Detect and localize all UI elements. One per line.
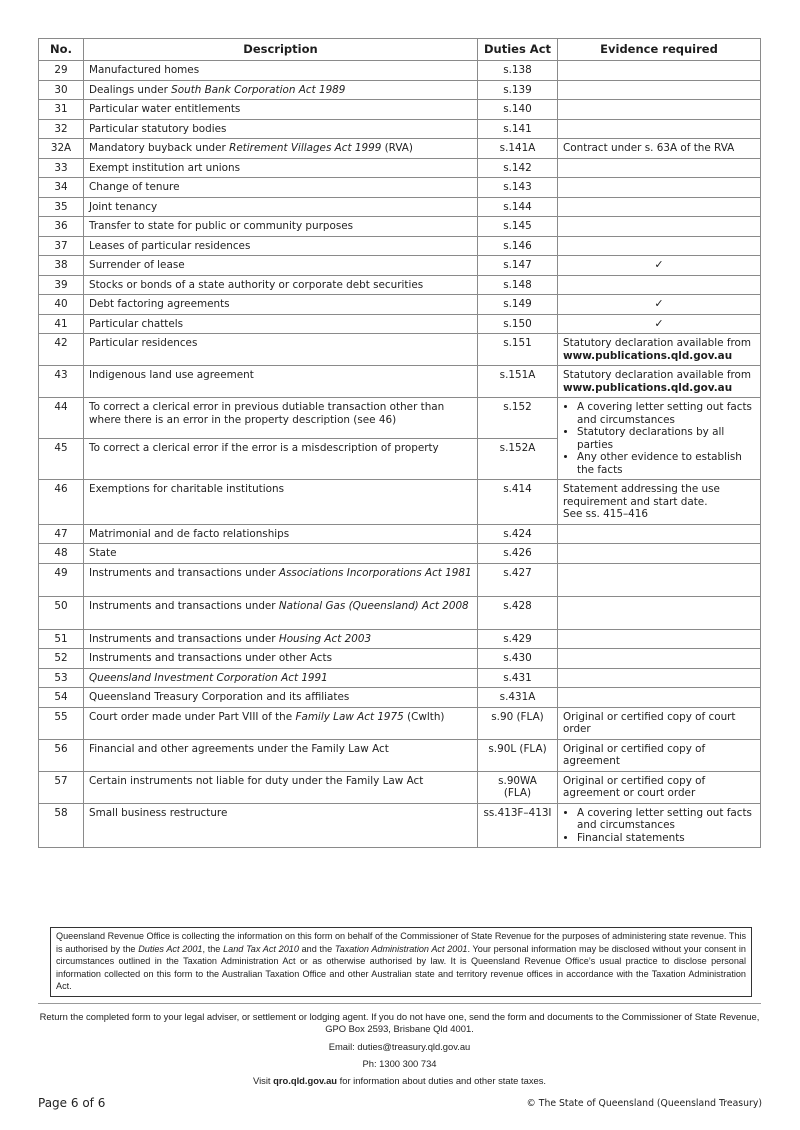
list-item: • A covering letter setting out facts and circumstances	[577, 807, 755, 832]
row-evidence	[558, 314, 761, 334]
row-number: 53	[39, 668, 84, 688]
row-description	[84, 707, 478, 739]
row-evidence	[558, 100, 761, 120]
header-duties-act: Duties Act	[478, 39, 558, 61]
row-number: 54	[39, 688, 84, 708]
description-text: Instruments and transactions under	[89, 566, 279, 579]
privacy-notice	[50, 927, 752, 997]
row-section: s.90L (FLA)	[478, 739, 558, 771]
table-row	[39, 197, 761, 217]
row-description: Particular chattels	[84, 314, 478, 334]
row-evidence	[558, 178, 761, 198]
row-description: Exemptions for charitable institutions	[84, 480, 478, 525]
checkmark-icon: ✓	[654, 297, 664, 310]
table-row	[39, 563, 761, 596]
row-description: Leases of particular residences	[84, 236, 478, 256]
privacy-text: and the	[298, 943, 335, 954]
list-item: • Financial statements	[577, 832, 755, 845]
table-row	[39, 275, 761, 295]
description-text: Court order made under Part VIII of the	[89, 710, 296, 723]
row-section: s.90 (FLA)	[478, 707, 558, 739]
row-section: s.152	[478, 398, 558, 439]
row-description	[84, 596, 478, 629]
row-description: Particular water entitlements	[84, 100, 478, 120]
row-number: 48	[39, 544, 84, 564]
row-number: 43	[39, 366, 84, 398]
table-row	[39, 295, 761, 315]
row-description: Queensland Treasury Corporation and its affiliates	[84, 688, 478, 708]
row-description: State	[84, 544, 478, 564]
evidence-reference: See ss. 415–416	[563, 508, 648, 520]
privacy-text: Queensland Revenue Office is collecting the information on this form on behalf of the Commissioner of State Revenue for the purposes of administering state revenue. This is authorised by the	[56, 931, 746, 954]
table-row	[39, 158, 761, 178]
publications-link[interactable]: www.publications.qld.gov.au	[563, 349, 733, 362]
act-title: South Bank Corporation Act 1989	[171, 83, 346, 96]
row-evidence	[558, 119, 761, 139]
checkmark-icon: ✓	[654, 258, 664, 271]
row-description: To correct a clerical error if the error is a misdescription of property	[84, 439, 478, 480]
table-row	[39, 544, 761, 564]
act-title: Retirement Villages Act 1999	[229, 142, 382, 154]
table-row	[39, 314, 761, 334]
divider	[38, 1003, 761, 1004]
row-section: ss.413F–413I	[478, 803, 558, 848]
act-title: Queensland Investment Corporation Act 1991	[89, 671, 328, 684]
description-text: Instruments and transactions under	[89, 599, 279, 612]
header-no: No.	[39, 39, 84, 61]
row-number: 32	[39, 119, 84, 139]
row-section: s.145	[478, 217, 558, 237]
row-section: s.142	[478, 158, 558, 178]
description-suffix: (RVA)	[381, 142, 413, 154]
row-number: 37	[39, 236, 84, 256]
row-section: s.141	[478, 119, 558, 139]
act-title: Duties Act 2001	[138, 943, 203, 954]
row-section: s.427	[478, 563, 558, 596]
row-section: s.144	[478, 197, 558, 217]
row-section: s.430	[478, 649, 558, 669]
row-section: s.140	[478, 100, 558, 120]
row-number: 57	[39, 771, 84, 803]
row-number: 55	[39, 707, 84, 739]
table-row	[39, 668, 761, 688]
row-number: 38	[39, 256, 84, 276]
contact-email[interactable]: Email: duties@treasury.qld.gov.au	[328, 1041, 471, 1052]
table-row	[39, 649, 761, 669]
table-row	[39, 236, 761, 256]
row-number: 44	[39, 398, 84, 439]
row-description: Surrender of lease	[84, 256, 478, 276]
row-description: Manufactured homes	[84, 61, 478, 81]
row-description: Transfer to state for public or community purposes	[84, 217, 478, 237]
description-text: Dealings under	[89, 83, 172, 96]
act-title: Housing Act 2003	[278, 632, 372, 645]
row-section: s.152A	[478, 439, 558, 480]
act-title: Taxation Administration Act 2001	[334, 943, 468, 954]
evidence-text: Statement addressing the use requirement and start date.	[563, 483, 720, 508]
row-section: s.151A	[478, 366, 558, 398]
row-evidence	[558, 80, 761, 100]
row-evidence	[558, 256, 761, 276]
list-item: • Statutory declarations by all parties	[577, 426, 755, 451]
row-description: Financial and other agreements under the Family Law Act	[84, 739, 478, 771]
row-section: s.424	[478, 524, 558, 544]
evidence-list	[563, 807, 755, 845]
row-description: Debt factoring agreements	[84, 295, 478, 315]
list-item: • Any other evidence to establish the facts	[577, 451, 755, 476]
row-evidence	[558, 217, 761, 237]
row-description: Small business restructure	[84, 803, 478, 848]
table-row	[39, 707, 761, 739]
table-row	[39, 524, 761, 544]
row-evidence	[558, 366, 761, 398]
row-section: s.148	[478, 275, 558, 295]
row-section: s.151	[478, 334, 558, 366]
row-section: s.414	[478, 480, 558, 525]
table-row	[39, 100, 761, 120]
row-description: Matrimonial and de facto relationships	[84, 524, 478, 544]
row-evidence	[558, 649, 761, 669]
header-description: Description	[84, 39, 478, 61]
row-number: 36	[39, 217, 84, 237]
table-row	[39, 803, 761, 848]
row-number: 39	[39, 275, 84, 295]
row-number: 32A	[39, 139, 84, 159]
table-row	[39, 119, 761, 139]
table-row	[39, 398, 761, 439]
row-number: 40	[39, 295, 84, 315]
row-number: 29	[39, 61, 84, 81]
row-section: s.431	[478, 668, 558, 688]
act-title: Family Law Act 1975	[295, 710, 404, 723]
page-number: Page 6 of 6	[38, 1096, 106, 1110]
row-description: Particular residences	[84, 334, 478, 366]
row-description	[84, 80, 478, 100]
evidence-text: Statutory declaration available from	[563, 337, 752, 349]
row-number: 52	[39, 649, 84, 669]
row-evidence: Original or certified copy of court order	[558, 707, 761, 739]
privacy-text: , the	[202, 943, 224, 954]
row-evidence	[558, 295, 761, 315]
row-number: 58	[39, 803, 84, 848]
row-number: 34	[39, 178, 84, 198]
row-evidence	[558, 668, 761, 688]
table-row	[39, 629, 761, 649]
table-row	[39, 61, 761, 81]
table-row	[39, 771, 761, 803]
row-description: To correct a clerical error in previous dutiable transaction other than where there is an error in the property description (see 46)	[84, 398, 478, 439]
row-evidence	[558, 334, 761, 366]
website-text: Visit	[252, 1075, 274, 1086]
row-section: s.146	[478, 236, 558, 256]
row-evidence	[558, 480, 761, 525]
row-description	[84, 563, 478, 596]
row-description: Particular statutory bodies	[84, 119, 478, 139]
row-description: Joint tenancy	[84, 197, 478, 217]
table-row	[39, 688, 761, 708]
table-row	[39, 366, 761, 398]
row-evidence	[558, 158, 761, 178]
row-number: 35	[39, 197, 84, 217]
publications-link[interactable]: www.publications.qld.gov.au	[563, 381, 733, 394]
row-number: 47	[39, 524, 84, 544]
table-row	[39, 139, 761, 159]
contact-phone: Ph: 1300 300 734	[362, 1058, 437, 1069]
table-row	[39, 480, 761, 525]
row-evidence	[558, 688, 761, 708]
table-header-row	[39, 39, 761, 61]
website-text: for information about duties and other state taxes.	[337, 1075, 547, 1086]
row-number: 49	[39, 563, 84, 596]
row-evidence	[558, 275, 761, 295]
header-evidence-required: Evidence required	[558, 39, 761, 61]
table-row	[39, 334, 761, 366]
row-evidence: Original or certified copy of agreement	[558, 739, 761, 771]
table-row	[39, 80, 761, 100]
row-section: s.150	[478, 314, 558, 334]
copyright: © The State of Queensland (Queensland Treasury)	[526, 1098, 762, 1109]
row-description: Certain instruments not liable for duty under the Family Law Act	[84, 771, 478, 803]
act-title: National Gas (Queensland) Act 2008	[278, 599, 469, 612]
table-row	[39, 256, 761, 276]
row-evidence	[558, 524, 761, 544]
table-row	[39, 596, 761, 629]
row-description: Change of tenure	[84, 178, 478, 198]
table-row	[39, 739, 761, 771]
act-title: Land Tax Act 2010	[223, 943, 299, 954]
row-description: Indigenous land use agreement	[84, 366, 478, 398]
row-number: 33	[39, 158, 84, 178]
table-row	[39, 217, 761, 237]
row-number: 45	[39, 439, 84, 480]
row-description: Instruments and transactions under other Acts	[84, 649, 478, 669]
website-info	[38, 1075, 761, 1087]
row-evidence	[558, 398, 761, 480]
row-evidence: Original or certified copy of agreement or court order	[558, 771, 761, 803]
description-text: Mandatory buyback under	[89, 142, 230, 154]
evidence-text: Statutory declaration available from	[563, 369, 752, 381]
row-evidence	[558, 803, 761, 848]
row-section: s.139	[478, 80, 558, 100]
row-section: s.149	[478, 295, 558, 315]
return-instructions: Return the completed form to your legal adviser, or settlement or lodging agent. If you do not have one, send the form and documents to the Commissioner of State Revenue, GPO Box 2593, Brisbane Qld 4001.	[39, 1011, 760, 1035]
row-section: s.431A	[478, 688, 558, 708]
checkmark-icon: ✓	[654, 316, 664, 330]
website-link[interactable]: qro.qld.gov.au	[273, 1075, 338, 1086]
row-description	[84, 668, 478, 688]
row-section: s.147	[478, 256, 558, 276]
row-description	[84, 629, 478, 649]
row-section: s.429	[478, 629, 558, 649]
row-number: 30	[39, 80, 84, 100]
act-title: Associations Incorporations Act 1981	[278, 566, 472, 579]
row-section: s.143	[478, 178, 558, 198]
description-text: Instruments and transactions under	[89, 632, 279, 645]
row-description: Stocks or bonds of a state authority or corporate debt securities	[84, 275, 478, 295]
row-number: 51	[39, 629, 84, 649]
row-number: 31	[39, 100, 84, 120]
row-evidence	[558, 629, 761, 649]
row-description	[84, 139, 478, 159]
row-section: s.426	[478, 544, 558, 564]
row-number: 41	[39, 314, 84, 334]
row-section: s.428	[478, 596, 558, 629]
privacy-text: . Your personal information may be disclosed without your consent in circumstances outlined in the Taxation Administration Act or as otherwise authorised by law. It is Queensland Revenue Office’s usual practice to disclose personal information collected on this form to the Australian Taxation Office and other Australian state and territory revenue offices in accordance with the Taxation Administration Act.	[56, 943, 746, 992]
row-evidence	[558, 61, 761, 81]
row-number: 46	[39, 480, 84, 525]
row-section: s.138	[478, 61, 558, 81]
row-evidence	[558, 596, 761, 629]
row-evidence	[558, 544, 761, 564]
row-evidence	[558, 197, 761, 217]
row-number: 56	[39, 739, 84, 771]
row-evidence	[558, 563, 761, 596]
row-description: Exempt institution art unions	[84, 158, 478, 178]
row-evidence	[558, 236, 761, 256]
row-number: 50	[39, 596, 84, 629]
row-section: s.141A	[478, 139, 558, 159]
list-item: • A covering letter setting out facts and circumstances	[577, 401, 755, 426]
row-number: 42	[39, 334, 84, 366]
evidence-list	[563, 401, 755, 476]
table-row	[39, 178, 761, 198]
exemptions-table	[38, 38, 761, 848]
row-section: s.90WA (FLA)	[478, 771, 558, 803]
description-suffix: (Cwlth)	[403, 710, 445, 723]
row-evidence: Contract under s. 63A of the RVA	[558, 139, 761, 159]
